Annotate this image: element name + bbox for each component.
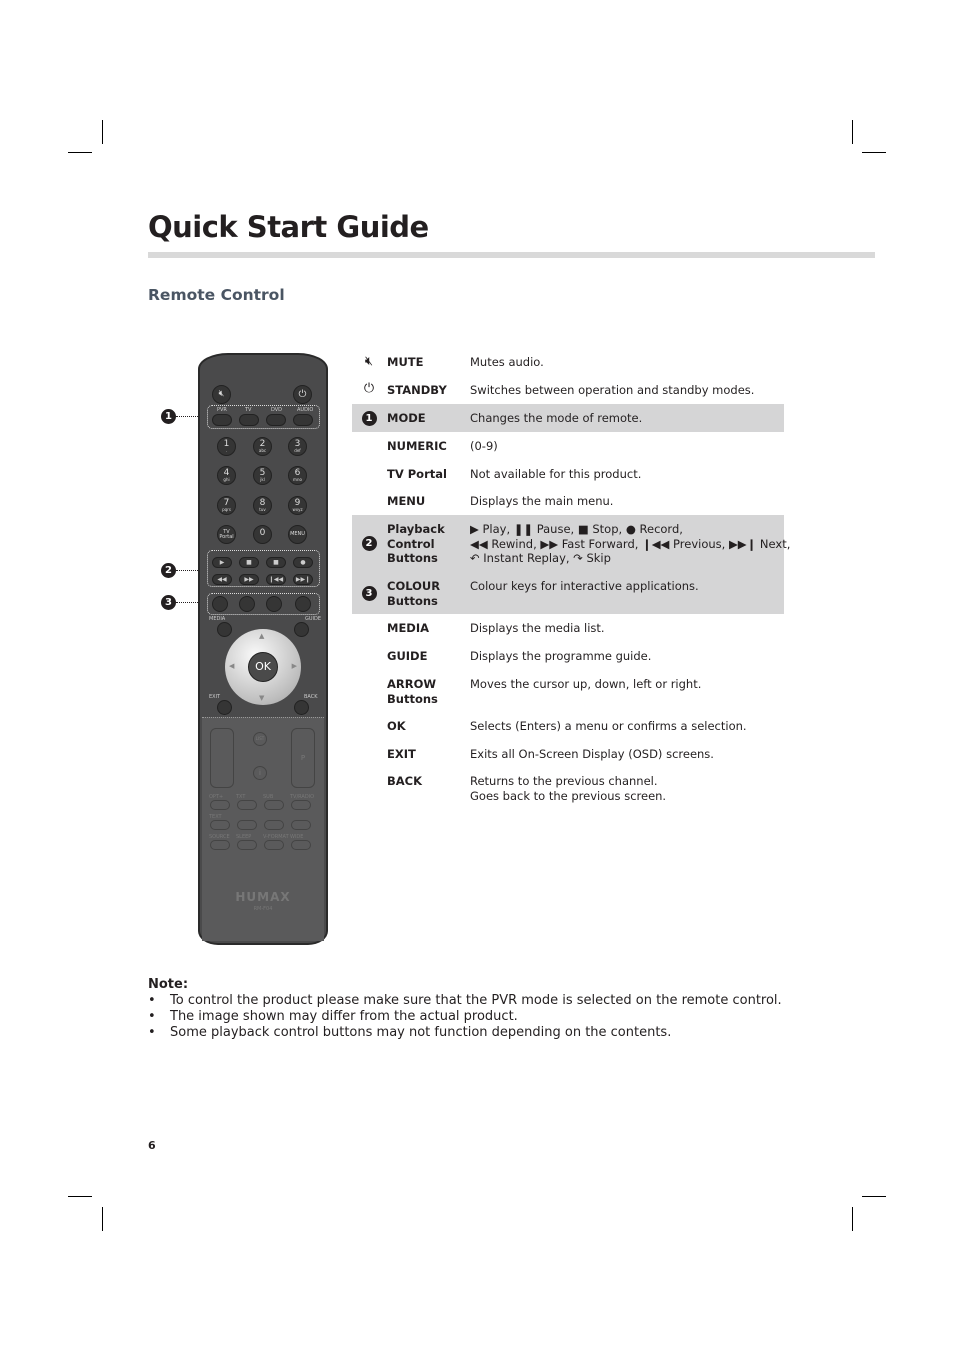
- function-key: [291, 800, 311, 810]
- key-label: WIDE: [290, 834, 304, 840]
- colour-button: [212, 596, 228, 612]
- row-label: NUMERIC: [387, 439, 447, 453]
- arrow-pad: ▲ ▼ ◀ ▶ OK: [225, 629, 301, 705]
- row-label: COLOUR Buttons: [387, 579, 441, 608]
- colour-button: [239, 596, 255, 612]
- row-label: Playback Control Buttons: [387, 522, 445, 565]
- row-desc: ▶ Play, ❚❚ Pause, ■ Stop, ● Record,: [470, 522, 683, 536]
- function-key: [264, 840, 284, 850]
- row-desc: (0-9): [470, 439, 498, 453]
- row-label: ARROW Buttons: [387, 677, 438, 706]
- function-key: [237, 800, 257, 810]
- row-desc: Selects (Enters) a menu or confirms a selection.: [470, 719, 747, 733]
- note-item: • To control the product please make sure that the PVR mode is selected on the remote control.: [148, 993, 782, 1009]
- crop-mark: [862, 152, 886, 153]
- row-label: GUIDE: [387, 649, 428, 663]
- brand-logo: HUMAX: [235, 890, 291, 904]
- row-desc: Moves the cursor up, down, left or right.: [470, 677, 702, 691]
- remote-control-image: 🔇︎ ⏻ PVR TV DVD AUDIO 1 . 2 abc 3 def 4 ghi 5 jkl 6 mno 7 pqrs 8 tuv 9 wxyz TV Portal 0 MENU ▶ ■ ■ ● ◀◀ ▶▶ ❙◀◀ ▶▶❙ MEDIA GUIDE ▲ ▼ ◀ ▶ OK EXIT BACK P LIST i OPT+ TXT SUB TV/RADIO TEXT SOURCE SLEEP V-FORMAT WIDE HUMAX RM-F04: [198, 353, 328, 945]
- numeric-key: 9 wxyz: [288, 496, 307, 515]
- function-key: [210, 820, 230, 830]
- callout-3: 3: [161, 595, 176, 610]
- numeric-key: 4 ghi: [217, 466, 236, 485]
- power-icon: ⏻: [293, 385, 312, 404]
- page-number: 6: [148, 1139, 156, 1152]
- row-desc: Displays the media list.: [470, 621, 605, 635]
- crop-mark: [68, 152, 92, 153]
- row-desc: Colour keys for interactive applications.: [470, 579, 699, 593]
- note-item: • The image shown may differ from the actual product.: [148, 1009, 782, 1025]
- numeric-key: 6 mno: [288, 466, 307, 485]
- mode-button-tv: [239, 414, 259, 426]
- row-desc: Goes back to the previous screen.: [470, 788, 667, 803]
- remote-lower-section: [202, 717, 324, 941]
- volume-rocker: [210, 728, 234, 788]
- mode-label: DVD: [271, 407, 283, 413]
- guide-button: [294, 622, 309, 637]
- function-key: [291, 840, 311, 850]
- back-label: BACK: [304, 694, 318, 700]
- page-title: Quick Start Guide: [148, 210, 429, 244]
- function-key: [264, 820, 284, 830]
- colour-button: [266, 596, 282, 612]
- numeric-key: 1 .: [217, 437, 236, 456]
- row-desc: Displays the programme guide.: [470, 649, 652, 663]
- media-button: [217, 622, 232, 637]
- crop-mark: [102, 1207, 103, 1231]
- function-key: [291, 820, 311, 830]
- mode-label: PVR: [217, 407, 227, 413]
- crop-mark: [852, 120, 853, 144]
- guide-label: GUIDE: [305, 616, 322, 622]
- function-key: [210, 800, 230, 810]
- function-key: [210, 840, 230, 850]
- row-label: MEDIA: [387, 621, 430, 635]
- notes: [148, 977, 782, 1041]
- back-button: [294, 700, 309, 715]
- numeric-key: 5 jkl: [253, 466, 272, 485]
- model-label: RM-F04: [253, 906, 273, 912]
- row-desc: Displays the main menu.: [470, 494, 614, 508]
- row-label: EXIT: [387, 747, 416, 761]
- mode-button-pvr: [212, 414, 232, 426]
- title-rule: [148, 252, 875, 258]
- key-label: SLEEP: [236, 834, 252, 840]
- row-desc: ↶ Instant Replay, ↷ Skip: [470, 551, 611, 565]
- callout-1: 1: [161, 409, 176, 424]
- crop-mark: [852, 1207, 853, 1231]
- row-desc: Changes the mode of remote.: [470, 411, 643, 425]
- mode-label: AUDIO: [297, 407, 314, 413]
- numeric-key: 8 tuv: [253, 496, 272, 515]
- ok-button: OK: [248, 652, 278, 682]
- row-desc: Mutes audio.: [470, 355, 544, 369]
- mode-button-dvd: [266, 414, 286, 426]
- key-label: SUB: [263, 794, 274, 800]
- row-label: OK: [387, 719, 406, 733]
- list-button: LIST: [253, 732, 267, 746]
- crop-mark: [862, 1196, 886, 1197]
- section-heading: Remote Control: [148, 286, 285, 304]
- row-label: MENU: [387, 494, 426, 508]
- key-label: SOURCE: [209, 834, 230, 840]
- info-icon: i: [253, 766, 267, 780]
- media-label: MEDIA: [209, 616, 226, 622]
- row-desc: Returns to the previous channel.: [470, 774, 658, 788]
- function-key: [237, 820, 257, 830]
- exit-label: EXIT: [209, 694, 221, 700]
- numeric-key: 3 def: [288, 437, 307, 456]
- row-label: STANDBY: [387, 383, 447, 397]
- power-icon: ⏻: [363, 381, 375, 396]
- mute-icon: 🔇︎: [212, 385, 231, 404]
- tv-portal-button: TV Portal: [217, 525, 236, 544]
- number-badge: 1: [362, 411, 377, 426]
- row-label: MODE: [387, 411, 426, 425]
- key-label: V-FORMAT: [263, 834, 289, 840]
- exit-button: [217, 700, 232, 715]
- key-label: TXT: [236, 794, 246, 800]
- crop-mark: [68, 1196, 92, 1197]
- number-badge: 3: [362, 586, 377, 601]
- menu-button: MENU: [288, 525, 307, 544]
- note-heading: Note:: [148, 977, 189, 992]
- key-label: TEXT: [209, 814, 222, 820]
- row-label: MUTE: [387, 355, 424, 369]
- numeric-key: 7 pqrs: [217, 496, 236, 515]
- row-label: BACK: [387, 774, 423, 788]
- function-key: [264, 800, 284, 810]
- numeric-key: 0: [253, 525, 272, 544]
- mode-button-audio: [293, 414, 313, 426]
- numeric-key: 2 abc: [253, 437, 272, 456]
- key-label: OPT+: [209, 794, 224, 800]
- row-desc: ◀◀ Rewind, ▶▶ Fast Forward, ❙◀◀ Previous, ▶▶❙ Next,: [470, 536, 791, 551]
- number-badge: 2: [362, 536, 377, 551]
- colour-button: [295, 596, 311, 612]
- mode-label: TV: [245, 407, 252, 413]
- row-desc: Switches between operation and standby modes.: [470, 383, 755, 397]
- channel-label: P: [300, 754, 306, 762]
- note-item: • Some playback control buttons may not function depending on the contents.: [148, 1025, 782, 1041]
- callout-2: 2: [161, 563, 176, 578]
- row-label: TV Portal: [387, 467, 447, 481]
- mute-icon: 🔇︎: [364, 354, 374, 369]
- row-desc: Exits all On-Screen Display (OSD) screens.: [470, 747, 714, 761]
- key-label: TV/RADIO: [290, 794, 315, 800]
- crop-mark: [102, 120, 103, 144]
- channel-rocker: [291, 728, 315, 788]
- row-desc: Not available for this product.: [470, 467, 642, 481]
- function-key: [237, 840, 257, 850]
